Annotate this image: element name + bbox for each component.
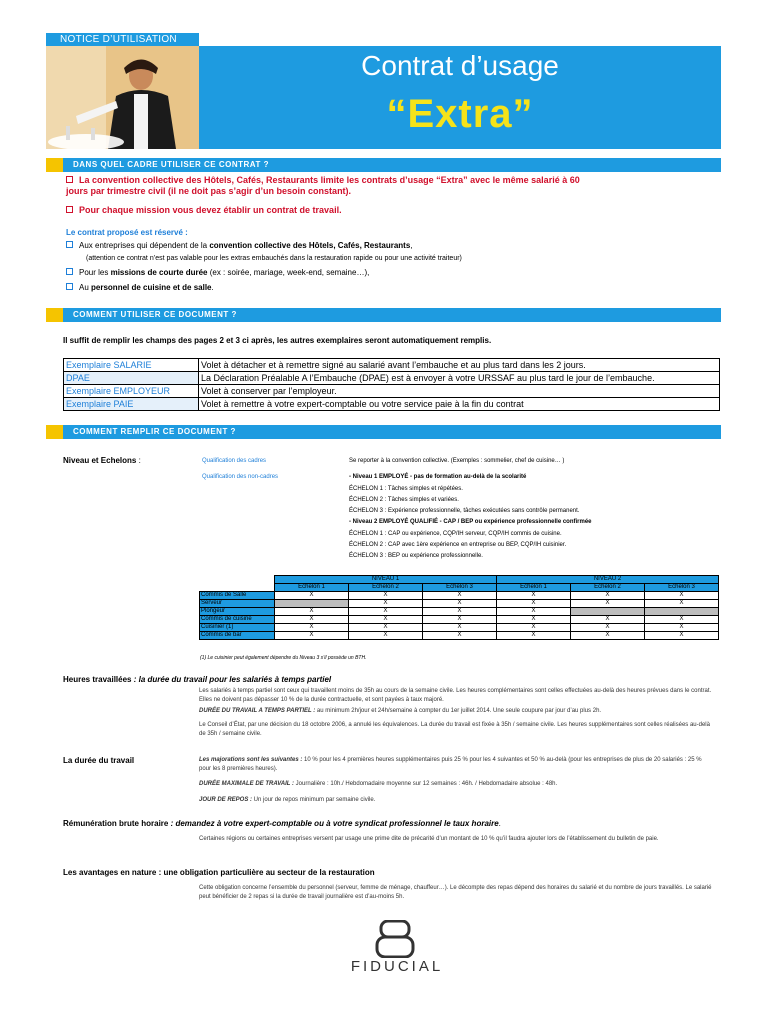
echelon-table [199,575,719,640]
niveau-2-echelon-2: ÉCHELON 2 : CAP avec 1ère expérience en entreprise ou BEP, CQP/IH cuisinier. [349,542,567,548]
page-subtitle: “Extra” [386,92,534,136]
row-label: Commis de Salle [200,592,275,600]
table-cell: X [497,592,571,600]
table-cell: X [275,624,349,632]
table-cell: X [349,600,423,608]
checkbox-icon [66,206,73,213]
table-cell: X [571,592,645,600]
table-cell: X [645,616,719,624]
column-header: Echelon 1 [497,584,571,592]
fiducial-logo-icon [365,920,425,958]
heures-p3: Le Conseil d’État, par une décision du 18 octobre 2006, a annulé les équivalences. La durée du travail est fixée à 35h / semaine civile. Les heures supplémentaires sont celles réalisées au-delà de 35h / semaine civile. [199,722,710,737]
table-row [200,608,719,616]
notice-bar: NOTICE D’UTILISATION [46,33,199,46]
waiter-photo [46,46,199,149]
column-header: Echelon 3 [423,584,497,592]
table-cell: X [349,616,423,624]
table-row [200,616,719,624]
brand-name: FIDUCIAL [350,958,444,975]
header-row [200,576,719,584]
reserve-item-1: Aux entreprises qui dépendent de la convention collective des Hôtels, Cafés, Restaurants, [66,241,413,250]
table-row [200,592,719,600]
cadre-p1: La convention collective des Hôtels, Cafés, Restaurants limite les contrats d’usage “Extra” avec le même salarié à 60 [66,174,726,186]
niveau-2-echelon-1: ÉCHELON 1 : CAP ou expérience, CQP/IH serveur, CQP/IH commis de cuisine. [349,531,562,537]
remuneration-p1: Certaines régions ou certaines entreprises versent par usage une prime dite de précarité d’un montant de 10 % qu’il faudra ajouter lors de l’établissement du bulletin de paie. [199,836,659,842]
heures-label: Heures travaillées : la durée du travail pour les salariés à temps partiel [63,675,332,684]
table-cell: X [497,616,571,624]
table-cell: X [497,608,571,616]
checkbox-icon [66,241,73,248]
duree-p3: JOUR DE REPOS : Un jour de repos minimum par semaine civile. [199,797,376,803]
table-footnote: (1) Le cuisinier peut également dépendre du Niveau 3 s’il possède un BTH. [200,655,367,661]
header-row [200,584,719,592]
table-cell: X [497,600,571,608]
table-cell: X [645,592,719,600]
table-cell [645,608,719,616]
duree-p1: Les majorations sont les suivantes : 10 % pour les 4 premières heures supplémentaires puis 25 % pour les 4 suivantes et 50 % au-delà (pour les entreprises de plus de 20 salariés : 25 % pour les 8 premières heures). [199,757,702,772]
reserve-item-2: Pour les missions de courte durée (ex : soirée, mariage, week-end, semaine…), [66,268,369,277]
table-cell: X [423,592,497,600]
qual-cadres-text: Se reporter à la convention collective. (Exemples : sommelier, chef de cuisine… ) [349,458,565,464]
column-header: Echelon 3 [645,584,719,592]
table-cell: X [275,608,349,616]
exemplaires-table [63,358,720,411]
table-row [200,624,719,632]
table-cell: X [571,600,645,608]
niveau-1: - Niveau 1 EMPLOYÉ - pas de formation au-delà de la scolarité [349,474,527,480]
table-cell: X [275,592,349,600]
corner-cell [200,584,275,592]
table-cell: X [571,632,645,640]
table-cell: X [275,632,349,640]
column-header: Echelon 2 [571,584,645,592]
table-cell: X [645,624,719,632]
row-label: Cuisinier (1) [200,624,275,632]
table-row: DPAE La Déclaration Préalable A l’Embauche (DPAE) est à envoyer à votre URSSAF au plus tard le jour de l’embauche. [64,372,720,385]
avantages-p1: Cette obligation concerne l’ensemble du personnel (serveur, femme de ménage, chauffeur…). Le décompte des repas dépend des horaires du salarié et du nombre de jours travaillés. Le salarié peut bénéficier de 2 repas si la durée de travail journalière est d’au-moins 5h. [199,885,712,900]
table-row [200,632,719,640]
row-label: Commis de bar [200,632,275,640]
cadre-p2: Pour chaque mission vous devez établir un contrat de travail. [66,205,342,215]
table-cell: X [275,616,349,624]
qual-noncadres-label: Qualification des non-cadres [202,474,279,480]
avantages-label: Les avantages en nature : une obligation particulière au secteur de la restauration [63,868,375,877]
table-row [200,600,719,608]
cadre-p1b: jours par trimestre civil (il ne doit pas s’agir d’un besoin constant). [66,186,352,196]
section-header-cadre: DANS QUEL CADRE UTILISER CE CONTRAT ? [46,158,721,172]
row-label: Serveur [200,600,275,608]
qual-cadres-label: Qualification des cadres [202,458,267,464]
table-cell: X [497,632,571,640]
niveau-2: - Niveau 2 EMPLOYÉ QUALIFIÉ - CAP / BEP ou expérience professionnelle confirmée [349,519,592,525]
niveau-1-echelon-1: ÉCHELON 1 : Tâches simples et répétées. [349,486,463,492]
table-cell: X [571,616,645,624]
table-cell: X [349,624,423,632]
group-header: NIVEAU 2 [497,576,719,584]
row-label: Commis de cuisine [200,616,275,624]
table-cell: X [645,600,719,608]
table-cell: X [349,592,423,600]
table-row: Exemplaire SALARIE Volet à détacher et à remettre signé au salarié avant l’embauche et au plus tard dans les 2 jours. [64,359,720,372]
duree-p2: DURÉE MAXIMALE DE TRAVAIL : Journalière : 10h./ Hebdomadaire moyenne sur 12 semaines : 46h. / Hebdomadaire absolue : 48h. [199,781,558,787]
row-label: Plongeur [200,608,275,616]
reserve-item-3: Au personnel de cuisine et de salle. [66,283,214,292]
table-cell: X [423,600,497,608]
group-header: NIVEAU 1 [275,576,497,584]
section-header-remplir: COMMENT REMPLIR CE DOCUMENT ? [46,425,721,439]
section-header-usage: COMMENT UTILISER CE DOCUMENT ? [46,308,721,322]
table-cell: X [423,632,497,640]
table-cell: X [497,624,571,632]
heures-p2: DURÉE DU TRAVAIL A TEMPS PARTIEL : au minimum 2h/jour et 24h/semaine à compter du 1er juillet 2014. Une seule coupure par jour d’au plus 2h. [199,708,602,714]
table-cell [571,608,645,616]
remuneration-label: Rémunération brute horaire : demandez à votre expert-comptable ou à votre syndicat professionnel le taux horaire. [63,819,501,828]
niveau-1-echelon-3: ÉCHELON 3 : Expérience professionnelle, tâches exécutées sans contrôle permanent. [349,508,580,514]
reserve-note: (attention ce contrat n’est pas valable pour les extras embauchés dans la restauration rapide ou pour une activité traiteur) [86,255,462,262]
corner-cell [200,576,275,584]
niveau-1-echelon-2: ÉCHELON 2 : Tâches simples et variées. [349,497,459,503]
table-cell: X [423,608,497,616]
table-cell: X [423,616,497,624]
table-cell: X [349,608,423,616]
checkbox-icon [66,176,73,183]
niveau-label: Niveau et Echelons : [63,456,141,465]
table-cell: X [349,632,423,640]
table-row: Exemplaire PAIE Volet à remettre à votre expert-comptable ou votre service paie à la fin du contrat [64,398,720,411]
table-cell: X [423,624,497,632]
column-header: Echelon 1 [275,584,349,592]
heures-p1: Les salariés à temps partiel sont ceux qui travaillent moins de 35h au cours de la semaine civile. Les heures complémentaires sont celles effectuées au-delà des heures prévues dans le contrat. Elles ne doivent pas dépasser 10 % de la durée contractuelle, et sont payées à taux majoré. [199,688,712,703]
table-row: Exemplaire EMPLOYEUR Volet à conserver par l’employeur. [64,385,720,398]
column-header: Echelon 2 [349,584,423,592]
reserve-label: Le contrat proposé est réservé : [66,228,188,237]
checkbox-icon [66,283,73,290]
usage-intro: Il suffit de remplir les champs des pages 2 et 3 ci après, les autres exemplaires seront automatiquement remplis. [63,336,492,345]
niveau-2-echelon-3: ÉCHELON 3 : BEP ou expérience professionnelle. [349,553,483,559]
table-cell: X [645,632,719,640]
table-cell: X [571,624,645,632]
table-cell [275,600,349,608]
checkbox-icon [66,268,73,275]
duree-label: La durée du travail [63,756,135,765]
page-title: Contrat d’usage [361,50,559,81]
